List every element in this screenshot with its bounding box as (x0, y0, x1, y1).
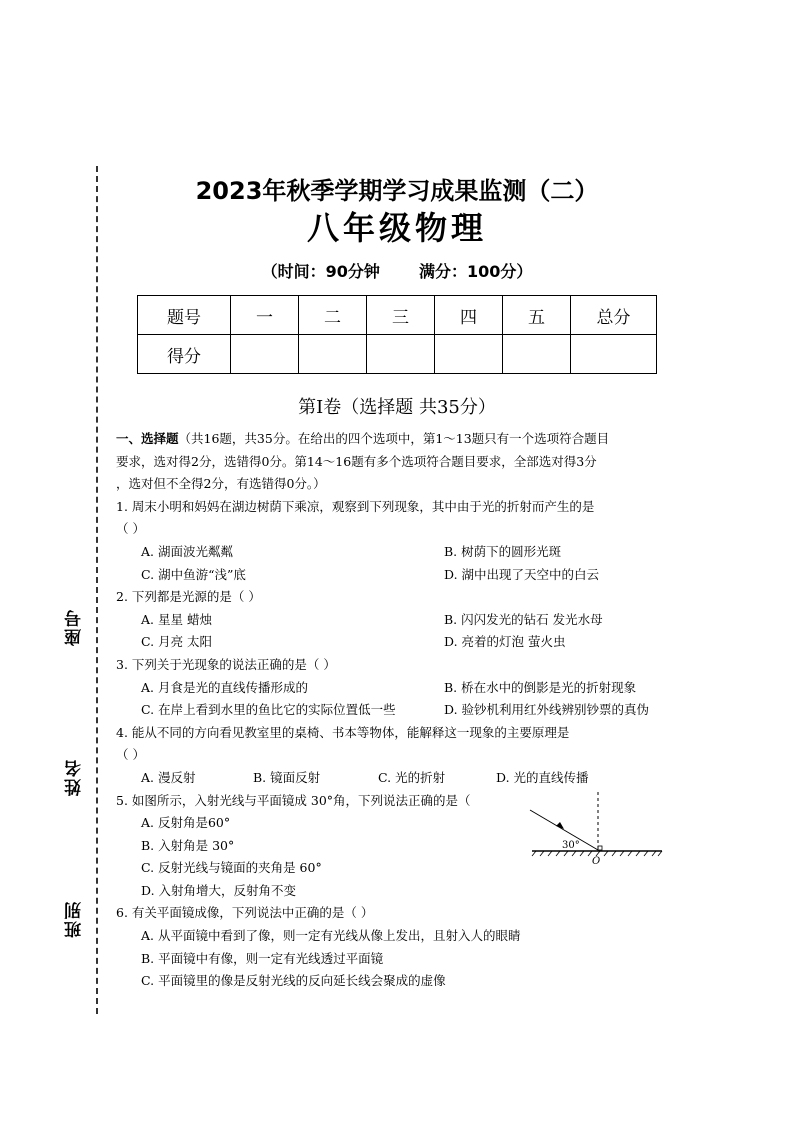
score-cell[interactable] (435, 335, 503, 374)
question-stem: 1. 周末小明和妈妈在湖边树荫下乘凉，观察到下列现象，其中由于光的折射而产生的是 (116, 498, 595, 514)
header-cell: 题号 (138, 296, 231, 335)
score-table-score-row (138, 335, 657, 374)
subject-title: 八年级物理 (306, 209, 487, 247)
option-row (116, 609, 686, 632)
time-info: （时间：90分钟 (261, 262, 380, 281)
header-cell: 五 (503, 296, 571, 335)
score-table (137, 295, 657, 374)
option[interactable]: A. 从平面镜中看到了像，则一定有光线从像上发出，且射入人的眼睛 (141, 928, 521, 944)
option[interactable]: C. 反射光线与镜面的夹角是 60° (141, 860, 322, 876)
option[interactable]: B. 闪闪发光的钻石 发光水母 (444, 611, 603, 627)
side-label-class: 班别 (65, 900, 85, 938)
point-label: O (592, 856, 601, 867)
section-label: 一、选择题 (116, 431, 179, 446)
option-row (116, 677, 686, 700)
option[interactable]: A. 月食是光的直线传播形成的 (141, 679, 308, 695)
option-row (116, 541, 686, 564)
header-cell: 总分 (571, 296, 657, 335)
option[interactable]: D. 湖中出现了天空中的白云 (444, 566, 600, 582)
option[interactable]: B. 入射角是 30° (141, 837, 235, 853)
option-row (116, 564, 686, 587)
option[interactable]: D. 亮着的灯泡 萤火虫 (444, 634, 566, 650)
option[interactable]: A. 漫反射 (141, 769, 196, 785)
full-score-info: 满分：100分） (419, 262, 533, 281)
score-row-label: 得分 (138, 335, 231, 374)
question-content (116, 428, 686, 993)
score-cell[interactable] (503, 335, 571, 374)
side-label-exam-no: 座号 (65, 608, 85, 646)
score-cell[interactable] (367, 335, 435, 374)
option[interactable]: A. 湖面波光粼粼 (141, 543, 233, 559)
option[interactable]: B. 平面镜中有像，则一定有光线透过平面镜 (141, 950, 384, 966)
score-cell[interactable] (231, 335, 299, 374)
section-instruction: 一、选择题（共16题，共35分。在给出的四个选项中，第1～13题只有一个选项符合题目 (116, 431, 610, 446)
option[interactable]: B. 桥在水中的倒影是光的折射现象 (444, 679, 637, 695)
option[interactable]: B. 树荫下的圆形光斑 (444, 543, 562, 559)
exam-info (0, 259, 794, 282)
question-stem: 5. 如图所示，入射光线与平面镜成 30°角，下列说法正确的是（ (116, 792, 471, 808)
answer-bracket: （ ） (116, 747, 145, 763)
question-stem: 2. 下列都是光源的是（ ） (116, 589, 261, 605)
question-stem: 3. 下列关于光现象的说法正确的是（ ） (116, 656, 336, 672)
option[interactable]: D. 入射角增大，反射角不变 (141, 882, 297, 898)
score-table-header-row (138, 296, 657, 335)
option[interactable]: B. 镜面反射 (253, 769, 321, 785)
header-cell: 二 (299, 296, 367, 335)
section-instruction: 要求，选对得2分，选错得0分。第14～16题有多个选项符合题目要求，全部选对得3分 (116, 453, 597, 469)
option[interactable]: C. 光的折射 (378, 769, 446, 785)
option[interactable]: C. 月亮 太阳 (141, 634, 213, 650)
question-stem: 6. 有关平面镜成像，下列说法中正确的是（ ） (116, 905, 374, 921)
option[interactable]: D. 验钞机利用红外线辨别钞票的真伪 (444, 702, 650, 718)
option-row (116, 767, 686, 790)
score-cell[interactable] (299, 335, 367, 374)
section-instruction: ，选对但不全得2分，有选错得0分。） (116, 476, 326, 492)
question-stem: 4. 能从不同的方向看见教室里的桌椅、书本等物体，能解释这一现象的主要原理是 (116, 724, 570, 740)
part-heading: 第Ⅰ卷（选择题 共35分） (298, 397, 496, 418)
header-cell: 一 (231, 296, 299, 335)
header-cell: 四 (435, 296, 503, 335)
option-row (116, 699, 686, 722)
header-cell: 三 (367, 296, 435, 335)
score-cell[interactable] (571, 335, 657, 374)
option[interactable]: A. 反射角是60° (141, 815, 231, 831)
option[interactable]: C. 平面镜里的像是反射光线的反向延长线会聚成的虚像 (141, 973, 446, 989)
exam-title: 2023年秋季学期学习成果监测（二） (195, 177, 599, 205)
option[interactable]: C. 在岸上看到水里的鱼比它的实际位置低一些 (141, 702, 396, 718)
option[interactable]: D. 光的直线传播 (496, 769, 589, 785)
answer-bracket: （ ） (116, 521, 145, 537)
option[interactable]: C. 湖中鱼游“浅”底 (141, 566, 246, 582)
angle-label: 30° (562, 840, 580, 851)
binding-dashed-line (96, 166, 98, 1014)
option[interactable]: A. 星星 蜡烛 (141, 611, 212, 627)
option-row (116, 631, 686, 654)
right-angle-mark (598, 846, 602, 850)
reflection-diagram (528, 788, 668, 868)
side-label-name: 姓名 (65, 758, 85, 796)
